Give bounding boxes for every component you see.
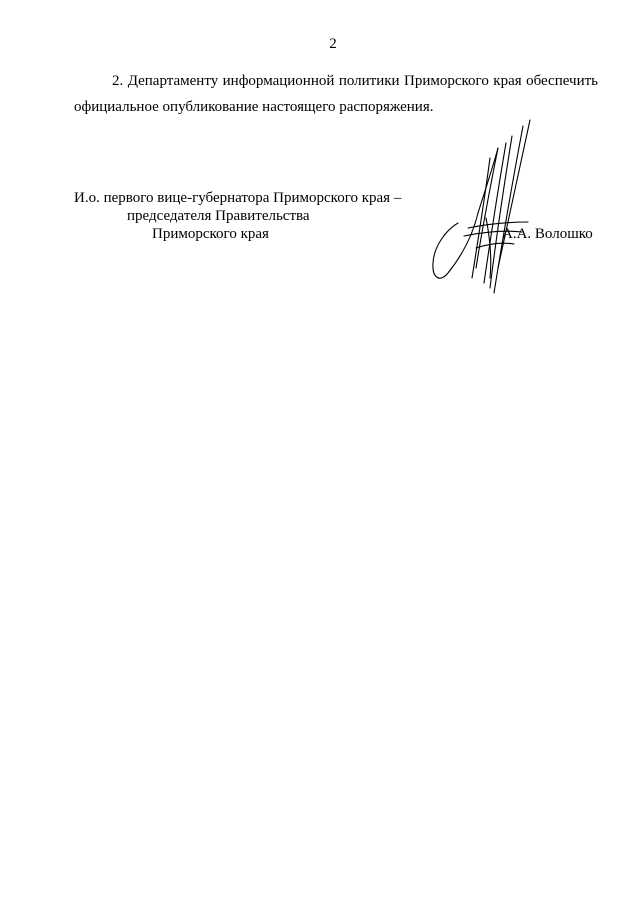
signatory-title-line-2: председателя Правительства	[127, 208, 310, 224]
signer-name: А.А. Волошко	[502, 226, 593, 242]
signatory-title-line-1: И.о. первого вице-губернатора Приморского края –	[74, 190, 402, 206]
body-paragraph: 2. Департаменту информационной политики Приморского края обеспечить официальное опубликование настоящего распоряжения.	[74, 73, 598, 115]
page-number: 2	[329, 36, 337, 52]
signatory-title-line-3: Приморского края	[152, 226, 269, 242]
handwritten-signature	[428, 118, 538, 298]
